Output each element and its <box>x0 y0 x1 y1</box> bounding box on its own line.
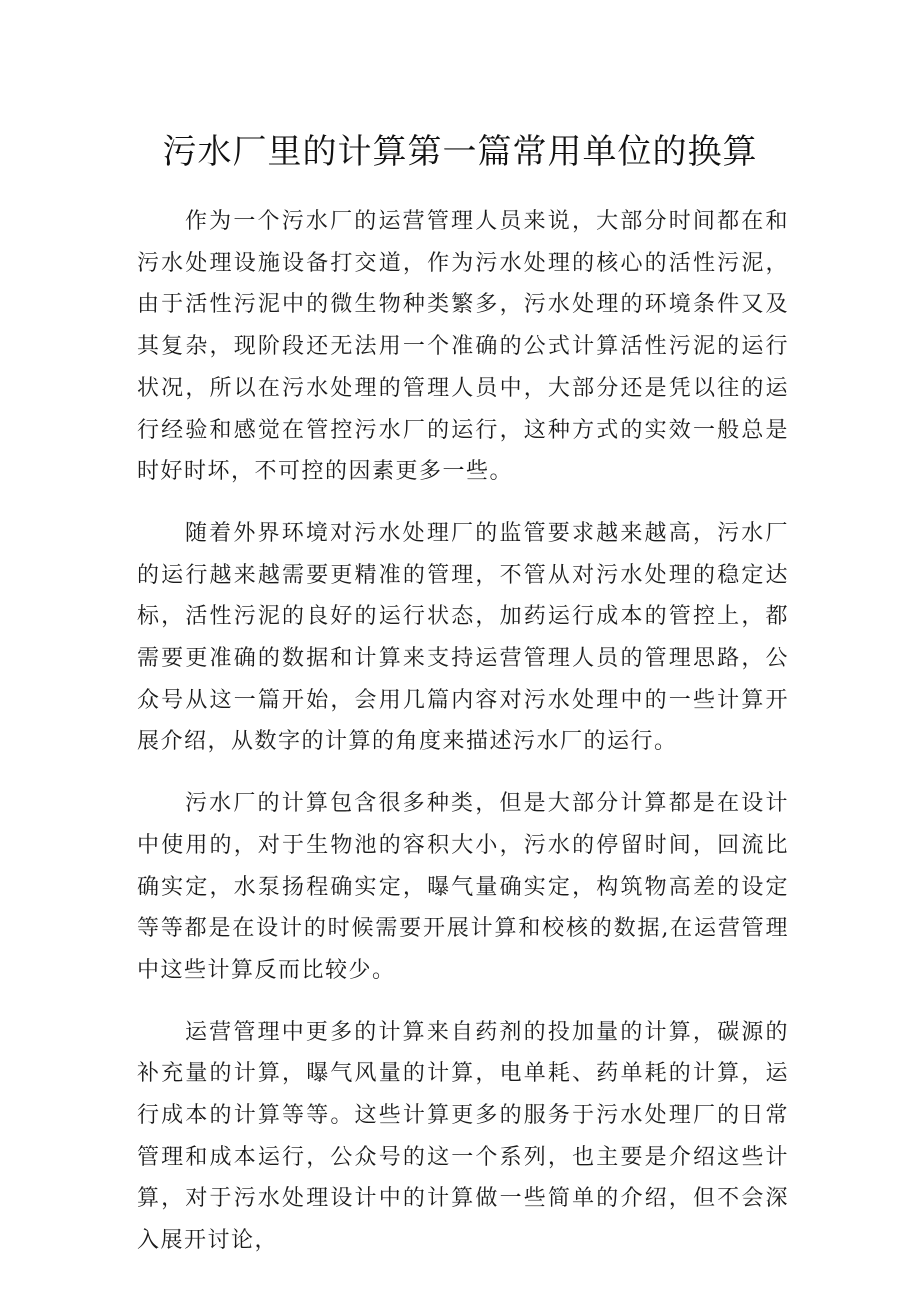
document-body <box>137 201 789 1282</box>
paragraph-1: 作为一个污水厂的运营管理人员来说，大部分时间都在和污水处理设施设备打交道，作为污水处理的核心的活性污泥，由于活性污泥中的微生物种类繁多，污水处理的环境条件又及其复杂，现阶段还无法用一个准确的公式计算活性污泥的运行状况，所以在污水处理的管理人员中，大部分还是凭以往的运行经验和感觉在管控污水厂的运行，这种方式的实效一般总是时好时坏，不可控的因素更多一些。 <box>137 209 789 485</box>
document-title: 污水厂里的计算第一篇常用单位的换算 <box>162 132 758 172</box>
paragraph-2: 随着外界环境对污水处理厂的监管要求越来越高，污水厂的运行越来越需要更精准的管理，不管从对污水处理的稳定达标，活性污泥的良好的运行状态，加药运行成本的管控上，都需要更准确的数据和计算来支持运营管理人员的管理思路，公众号从这一篇开始，会用几篇内容对污水处理中的一些计算开展介绍，从数字的计算的角度来描述污水厂的运行。 <box>137 520 789 755</box>
paragraph-3: 污水厂的计算包含很多种类，但是大部分计算都是在设计中使用的，对于生物池的容积大小，污水的停留时间，回流比确实定，水泵扬程确实定，曝气量确实定，构筑物高差的设定等等都是在设计的时候需要开展计算和校核的数据,在运营管理中这些计算反而比较少。 <box>137 791 789 983</box>
paragraph-4: 运营管理中更多的计算来自药剂的投加量的计算，碳源的补充量的计算，曝气风量的计算，电单耗、药单耗的计算，运行成本的计算等等。这些计算更多的服务于污水处理厂的日常管理和成本运行，公众号的这一个系列，也主要是介绍这些计算，对于污水处理设计中的计算做一些简单的介绍，但不会深入展开讨论， <box>137 1019 789 1254</box>
